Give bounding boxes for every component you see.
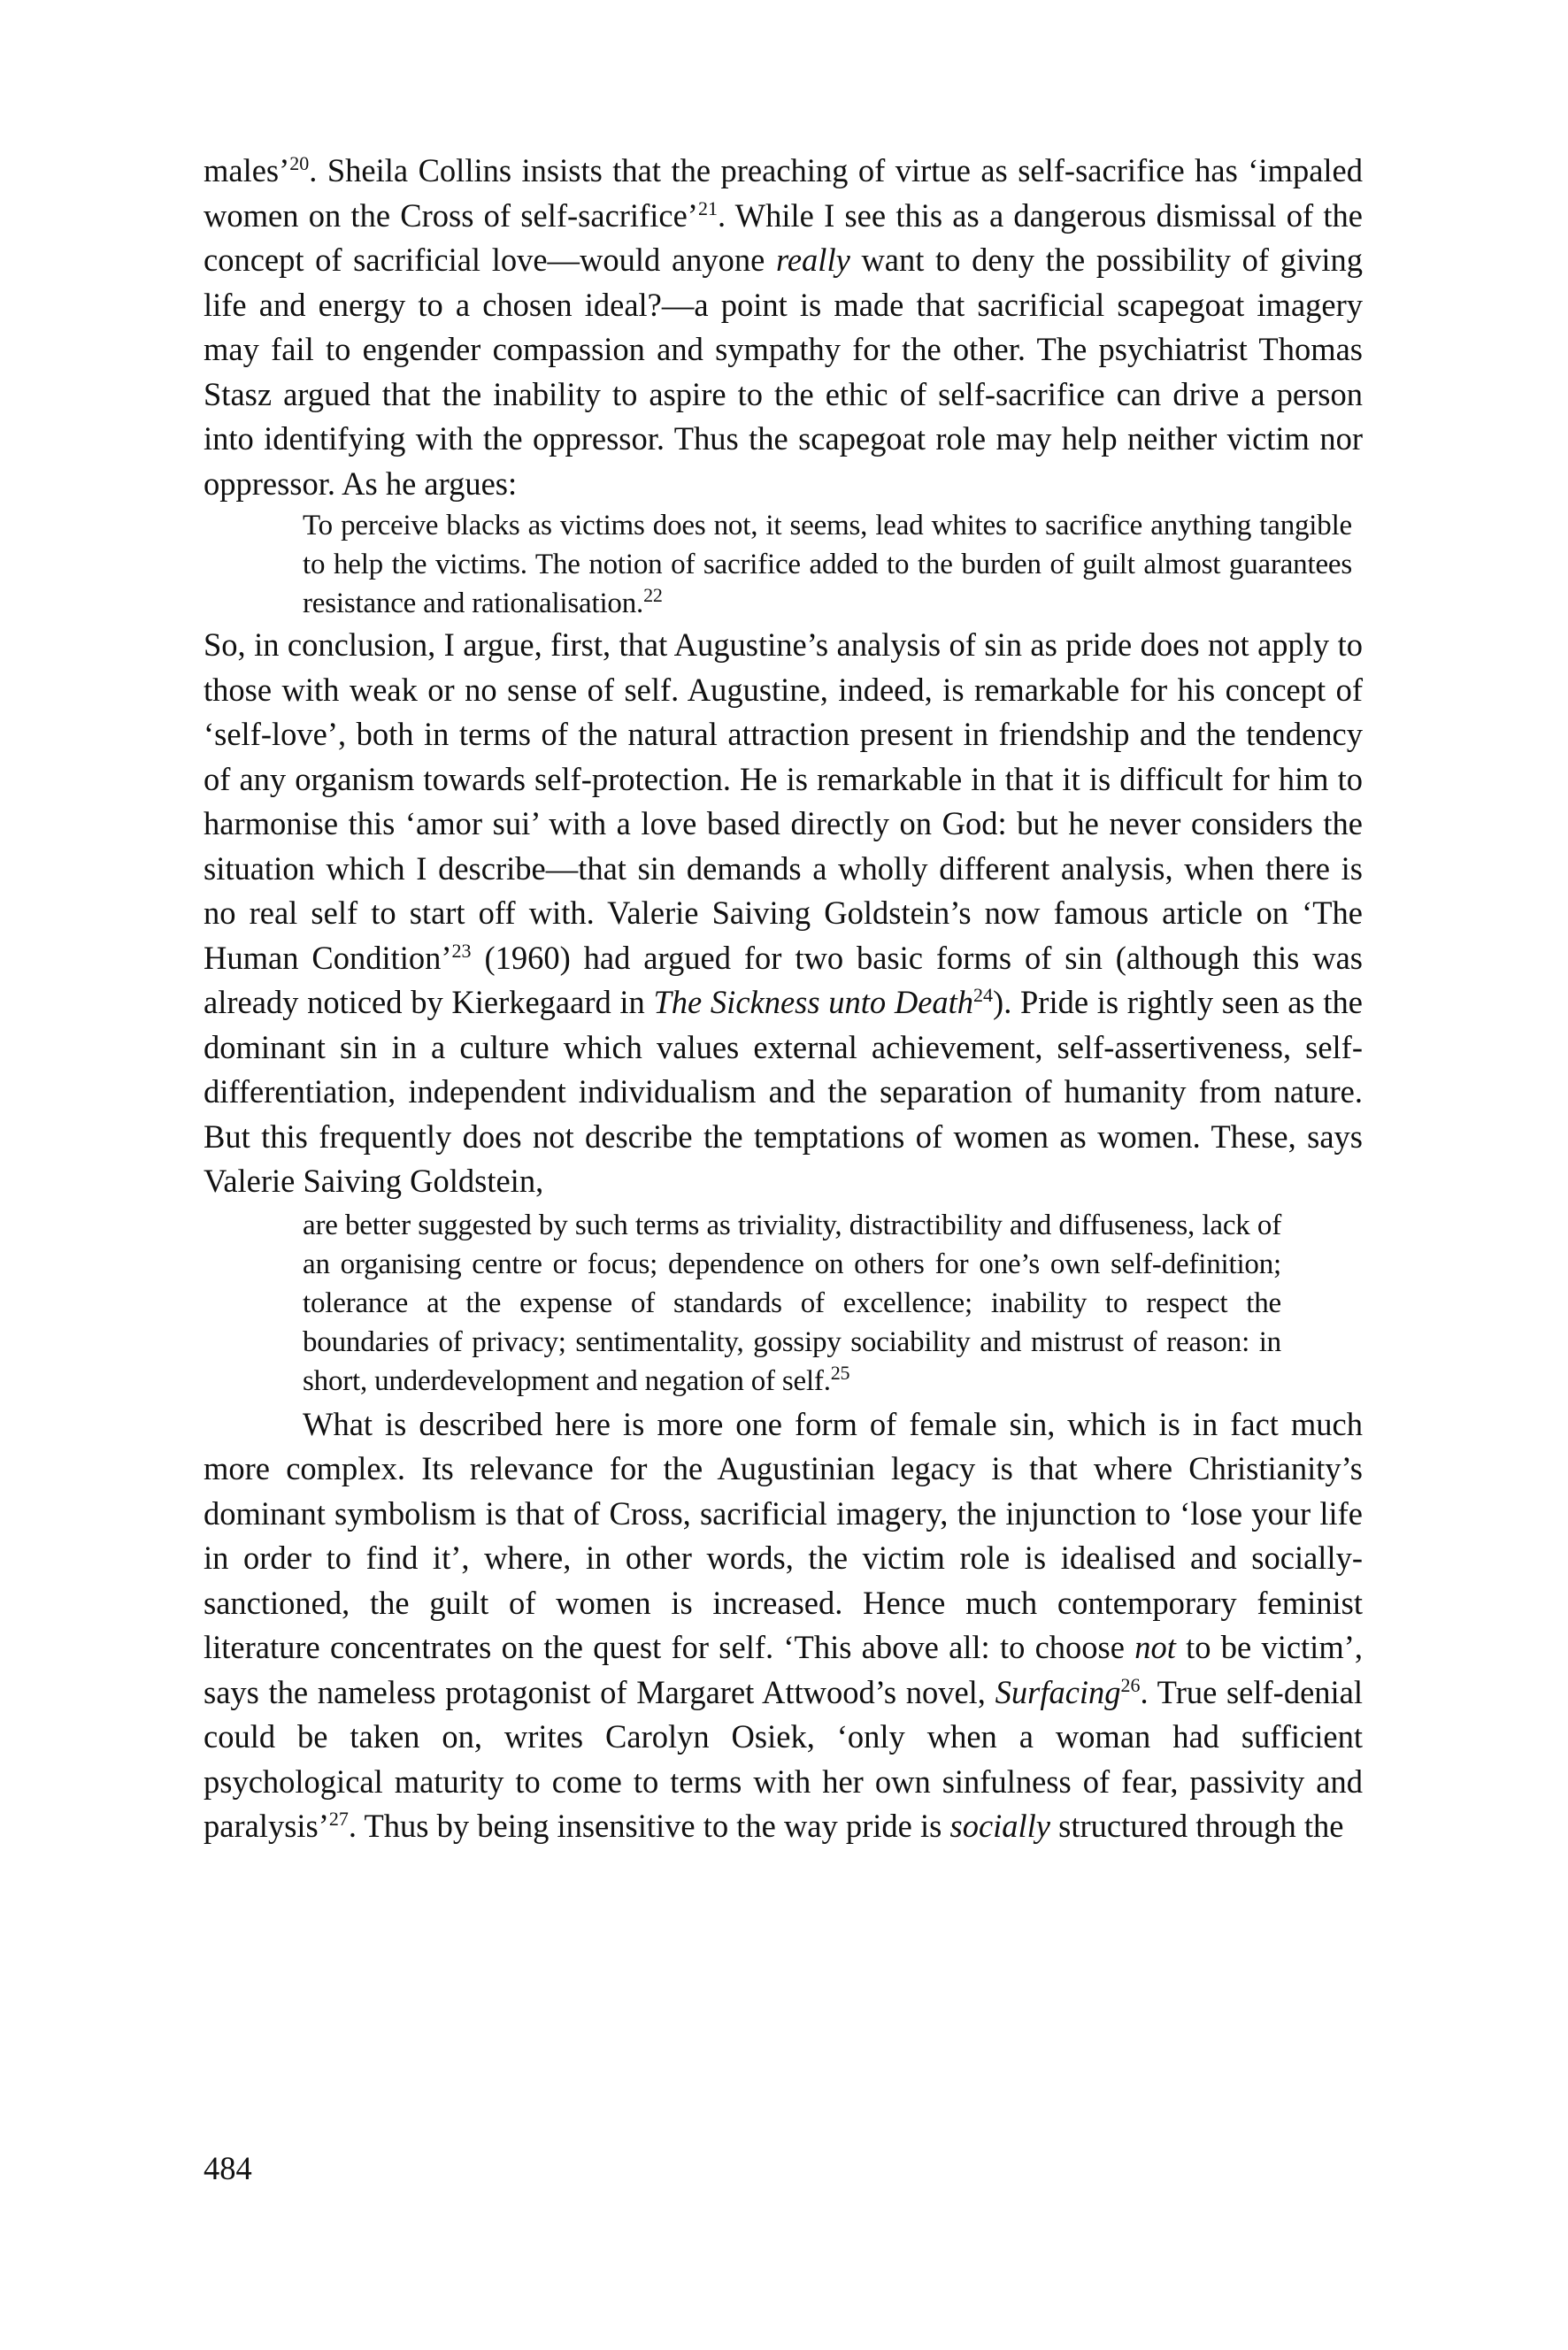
footnote-ref-22: 22 xyxy=(643,584,663,606)
footnote-ref-23: 23 xyxy=(451,939,472,962)
paragraph-1: males’$^{20}$. Sheila Collins insists that the preaching of virtue as self-sacrifice has ‘impaled women on the Cross of self-sacrifice’$^{21}$. While I see this as a dangerous dismissal of the concept of sacrificial love—would anyone really want to deny the possibility of giving life and energy to a chosen ideal?—a point is made that sacrificial scapegoat imagery may fail to engender compassion and sympathy for the other. The psychiatrist Thomas Stasz argued that the inability to aspire to the ethic of self-sacrifice can drive a person into identifying with the oppressor. Thus the scapegoat role may help neither victim nor oppressor. As he argues: xyxy=(204,151,1363,502)
book-title-surfacing: Surfacing xyxy=(995,1673,1121,1710)
page-number: 484 xyxy=(204,2150,252,2186)
emphasis-not: not xyxy=(1134,1629,1176,1665)
paragraph-2: So, in conclusion, I argue, first, that Augustine’s analysis of sin as pride does not apply to those with weak or no sense of self. Augustine, indeed, is remarkable for his concept of ‘self-love’, both in terms of the natural attraction present in friendship and the tendency of any organism towards self-protection. He is remarkable in that it is difficult for him to harmonise this ‘amor sui’ with a love based directly on God: but he never considers the situation which I describe—that sin demands a wholly different analysis, when there is no real self to start off with. Valerie Saiving Goldstein’s now famous article on ‘The Human Condition’$^{23}$ (1960) had argued for two basic forms of sin (although this was already noticed by Kierkegaard in The Sickness unto Death$^{24}$). Pride is rightly seen as the dominant sin in a culture which values external achievement, self-assertiveness, self-differentiation, independent individualism and the separation of humanity from nature. But this frequently does not describe the temptations of women as women. These, says Valerie Saiving Goldstein, xyxy=(204,626,1363,1199)
footnote-ref-24: 24 xyxy=(973,983,994,1006)
footnote-ref-21: 21 xyxy=(697,196,718,219)
footnote-ref-20: 20 xyxy=(289,151,310,174)
footnote-ref-26: 26 xyxy=(1120,1673,1141,1696)
book-title-sickness-unto-death: The Sickness unto Death xyxy=(653,984,974,1020)
footnote-ref-27: 27 xyxy=(328,1807,349,1830)
paragraph-3: What is described here is more one form of female sin, which is in fact much more complex. Its relevance for the Augustinian legacy is that where Christianity’s dominant symbolism is that of Cross, sacrificial imagery, the injunction to ‘lose your life in order to find it’, where, in other words, the victim role is idealised and socially-sanctioned, the guilt of women is increased. Hence much contemporary feminist literature concentrates on the quest for self. ‘This above all: to choose not to be victim’, says the nameless protagonist of Margaret Attwood’s novel, Surfacing$^{26}$. True self-denial could be taken on, writes Carolyn Osiek, ‘only when a woman had sufficient psychological maturity to come to terms with her own sinfulness of fear, passivity and paralysis’$^{27}$. Thus by being insensitive to the way pride is socially structured through the xyxy=(204,1405,1363,1844)
emphasis-socially: socially xyxy=(949,1808,1051,1844)
body-text xyxy=(204,149,1363,1849)
footnote-ref-25: 25 xyxy=(830,1361,850,1384)
block-quote-1: To perceive blacks as victims does not, it seems, lead whites to sacrifice anything tangible to help the victims. The notion of sacrifice added to the burden of guilt almost guarantees resistance and rationalisation.$^{22}$ xyxy=(303,510,1352,619)
emphasis-really: really xyxy=(776,242,850,278)
block-quote-2: are better suggested by such terms as triviality, distractibility and diffuseness, lack of an organising centre or focus; dependence on others for one’s own self-definition; tolerance at the expense of standards of excellence; inability to respect the boundaries of privacy; sentimentality, gossipy sociability and mistrust of reason: in short, underdevelopment and negation of self.$^{25}$ xyxy=(303,1209,1281,1397)
